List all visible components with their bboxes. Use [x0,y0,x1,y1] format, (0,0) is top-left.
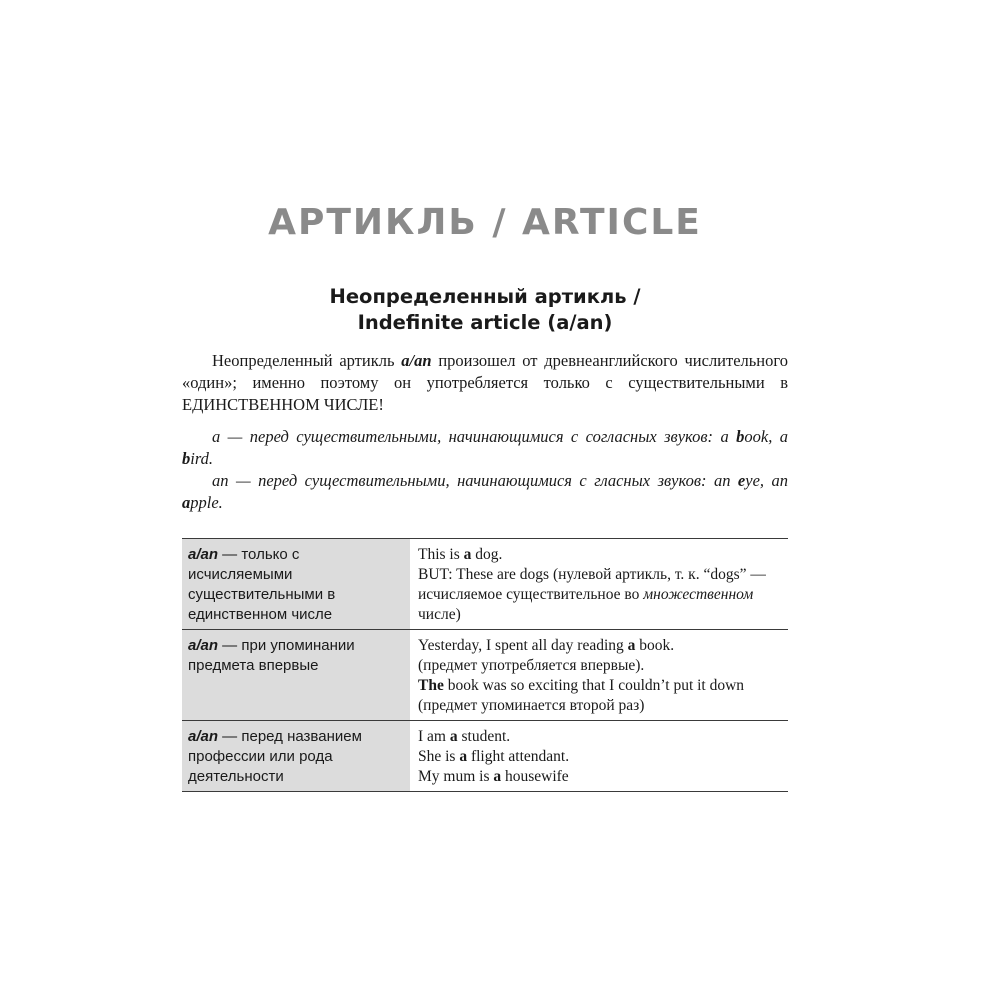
rule-a [182,426,788,470]
example-line: My mum is a housewife [418,768,569,785]
intro-text-2: произошел от древнеанглийского числительного «один»; именно поэтому он употребляется только с существительными в ЕДИНСТВЕННОМ ЧИСЛЕ! [182,351,788,414]
rule-a-article: a [212,427,221,446]
rule-a-ex: a book, a bird. [182,427,788,468]
table-row [182,721,788,792]
table-cell-examples [410,630,788,721]
intro-term: a/an [401,351,432,370]
table-cell-examples [410,721,788,792]
table-cell-rule: a/an — только с исчисляемыми существительными в единственном числе [182,539,410,630]
example-line: (предмет употребляется впервые). [418,657,645,674]
page-title: АРТИКЛЬ / ARTICLE [268,202,702,243]
intro-text-1: Неопределенный артикль [212,351,402,370]
intro-paragraph [182,350,788,416]
section-title [182,284,788,336]
table-row [182,539,788,630]
example-line: Yesterday, I spent all day reading a book. [418,637,675,654]
rule-a-desc: — перед существительными, начинающимися с согласных звуков: [220,427,721,446]
section-title-line-2: Indefinite article (a/an) [357,311,613,334]
rule-an-article: an [212,471,229,490]
rule-an [182,470,788,514]
table-cell-rule: a/an — перед названием профессии или рода деятельности [182,721,410,792]
example-line: This is a dog. [418,546,503,563]
example-line: BUT: These are dogs (нулевой артикль, т. к. “dogs” — исчисляемое существительное во множественном числе) [418,566,766,623]
rule-an-ex: an eye, an apple. [182,471,788,512]
table-row [182,630,788,721]
section-title-line-1: Неопределенный артикль / [329,285,641,308]
usage-table [182,538,788,792]
page [182,200,788,792]
example-line: The book was so exciting that I couldn’t put it down (предмет упоминается второй раз) [418,677,745,714]
article-rules [182,426,788,514]
example-line: I am a student. [418,728,511,745]
example-line: She is a flight attendant. [418,748,570,765]
table-cell-rule: a/an — при упоминании предмета впервые [182,630,410,721]
rule-an-desc: — перед существительными, начинающимися с гласных звуков: [228,471,714,490]
table-cell-examples [410,539,788,630]
